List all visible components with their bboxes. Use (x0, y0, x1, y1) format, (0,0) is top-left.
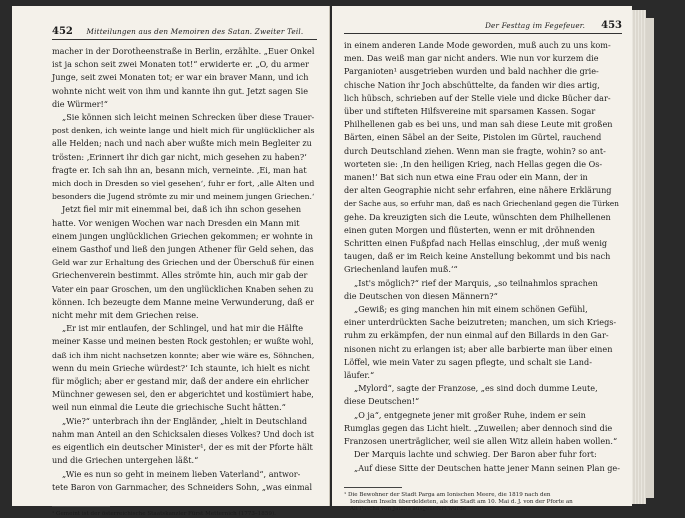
text-line: es eigentlich ein deutscher Minister¹, der es mit der Pforte hält (52, 442, 313, 453)
text-line: können. Ich bezeugte dem Manne meine Verwunderung, daß er (52, 296, 314, 307)
left-footnotes (52, 511, 317, 518)
text-line: Vater ein paar Groschen, um den unglücklichen Knaben sehen zu (52, 284, 314, 294)
text-line: manen!‘ Bat sich nun etwa eine Frau oder ein Mann, der in (344, 172, 588, 183)
text-line: Griechenverein bestimmt. Alles strömte hin, auch mir gab der (52, 270, 308, 281)
text-line: „Wie?“ unterbrach ihn der Engländer, „hielt in Deutschland (62, 415, 308, 426)
book-cover-edge (646, 18, 654, 498)
text-line: trösten: ‚Erinnert ihr dich gar nicht, mich gesehen zu haben?‘ (52, 151, 307, 162)
text-line: „Auf diese Sitte der Deutschen hatte jener Mann seinen Plan ge- (354, 462, 620, 473)
right-page (332, 6, 632, 513)
text-line: chische Nation ihr Joch abschüttelte, da fanden wir dies artig, (344, 79, 600, 90)
text-line: „Mylord“, sagte der Franzose, „es sind doch dumme Leute, (354, 383, 598, 394)
left-body-text (52, 45, 317, 494)
text-line: lich hübsch, schrieben auf der Stelle viele und dicke Bücher dar- (344, 92, 611, 103)
text-line: besonders die Jugend strömte zu mir und meinem jungen Griechen.‘ (52, 192, 315, 202)
right-footnote-rule (344, 487, 402, 488)
left-running-head (52, 26, 317, 40)
text-line: wenn du mein Grieche würdest?‘ Ich staunte, ich hielt es nicht (52, 362, 310, 373)
text-line: und die Griechen untergehen läßt.“ (52, 455, 199, 466)
text-line: Geld war zur Erhaltung des Griechen und der Überschuß für einen (52, 258, 315, 268)
text-line: Parganioten¹ ausgetrieben wurden und bald nachher die grie- (344, 66, 599, 77)
text-line: men. Das weiß man gar nicht anders. Wie nun vor kurzem die (344, 53, 599, 64)
footnote-line: Ali Pascha von Janina ausgeliefert wurde (350, 506, 467, 513)
text-line: fragte er. Ich sah ihn an, besann mich, verneinte. ‚Ei, man hat (52, 164, 307, 175)
text-line: Junge, seit zwei Monaten tot; er war ein braver Mann, und ich (52, 72, 309, 83)
text-line: „Gewiß; es ging manchen hin mit einem schönen Gefühl, (354, 304, 588, 315)
text-line: ist ja schon seit zwei Monaten tot!“ erwiderte er. „O, du armer (52, 59, 309, 70)
text-line: tete Baron von Garnmacher, des Schneiders Sohn, „was einmal (52, 481, 313, 492)
footnote-line: Ionischen Inseln überdeldeten, als die Stadt am 10. Mai d. J. von der Pforte an (350, 498, 573, 505)
left-footnote-rule (52, 506, 110, 507)
text-line: Franzosen unerträglicher, weil sie allen Witz allein haben wollen.“ (344, 436, 618, 447)
right-running-head (344, 20, 622, 34)
text-line: daß ich ihm nicht nachsetzen konnte; aber wie wäre es, Söhnchen, (52, 350, 315, 360)
text-line: der Sache aus, so erfuhr man, daß es nach Griechenland gegen die Türken (344, 199, 619, 209)
footnote-line: ¹ Die Bewohner der Stadt Parga am Ionischen Meere, die 1819 nach den (344, 491, 551, 498)
text-line: alle Helden; nach und nach aber wußte mich mein Begleiter zu (52, 138, 312, 149)
text-line: „Er ist mir entlaufen, der Schlingel, und hat mir die Hälfte (62, 323, 304, 334)
text-line: nicht mehr mit dem Griechen reise. (52, 310, 199, 321)
text-line: durch Deutschland ziehen. Wenn man sie fragte, wohin? so ant- (344, 145, 606, 156)
text-line: einem Gasthof und ließ den jungen Athener für Geld sehen, das (52, 244, 314, 255)
text-line: meiner Kasse und meinen besten Rock gestohlen; er wußte wohl, (52, 337, 314, 347)
text-line: weil nun einmal die Leute die griechische Sucht hätten.“ (52, 402, 286, 413)
text-line: in einem anderen Lande Mode geworden, muß auch zu uns kom- (344, 40, 611, 50)
left-running-title: Mitteilungen aus den Memoiren des Satan. Zweiter Teil. (86, 27, 304, 36)
right-page-number: 453 (601, 20, 622, 31)
text-line: der alten Geographie nicht sehr erfahren, eine nähere Erklärung (344, 185, 612, 196)
text-line: post denken, ich weinte lange und hielt mich für unglücklicher als (52, 126, 315, 136)
text-line: wohnte nicht weit von ihm und kannte ihn gut. Jetzt sagen Sie (52, 85, 308, 96)
text-line: über und stifteten Hilfsvereine mit sparsamen Kassen. Sogar (344, 106, 596, 117)
right-body-text (344, 39, 622, 475)
text-line: „Sie können sich leicht meinen Schrecken über diese Trauer- (62, 112, 315, 123)
right-footnotes (344, 492, 622, 514)
text-line: Bärten, einen Säbel an der Seite, Pistolen im Gürtel, rauchend (344, 132, 602, 143)
text-line: diese Deutschen!“ (344, 396, 420, 407)
text-line: macher in der Dorotheenstraße in Berlin, erzählte. „Euer Onkel (52, 46, 315, 56)
text-line: worteten sie: ‚In den heiligen Krieg, nach Hellas gegen die Os- (344, 158, 603, 169)
text-line: Der Marquis lachte und schwieg. Der Baron aber fuhr fort: (354, 449, 597, 460)
text-line: nahm man Anteil an den Schicksalen dieses Volkes? Und doch ist (52, 429, 314, 439)
text-line: Griechenland laufen muß.‘“ (344, 264, 458, 275)
left-page-number: 452 (52, 26, 73, 37)
right-running-title: Der Festtag im Fegefeuer. (485, 21, 586, 30)
text-line: Löffel, wie mein Vater zu sagen pflegte, und schalt sie Land- (344, 356, 592, 367)
text-line: die Deutschen von diesen Männern?“ (344, 290, 498, 301)
text-line: läufer.“ (344, 370, 375, 381)
text-line: hatte. Vor wenigen Wochen war nach Dresden ein Mann mit (52, 217, 300, 228)
text-line: „Ist's möglich?“ rief der Marquis, „so teilnahmlos sprachen (354, 277, 598, 288)
text-line: ruhm zu erkämpfen, der nun einmal auf den Billards in den Gar- (344, 330, 609, 341)
text-line: Philhellenen gab es bei uns, und man sah diese Leute mit großen (344, 119, 613, 130)
left-page (12, 6, 330, 517)
text-line: taugen, daß er im Reich keine Anstellung bekommt und bis nach (344, 251, 611, 262)
text-line: Jetzt fiel mir mit einemmal bei, daß ich ihn schon gesehen (62, 204, 302, 215)
text-line: Rumglas gegen das Licht hielt. „Zuweilen; aber dennoch sind die (344, 422, 613, 433)
text-line: einer unterdrückten Sache beizutreten; manchen, um sich Kriegs- (344, 317, 617, 328)
text-line: mich doch in Dresden so viel gesehen‘, fuhr er fort, ‚alle Alten und (52, 179, 315, 189)
text-line: Schritten einen Fußpfad nach Hellas einschlug, ‚der muß wenig (344, 238, 608, 249)
footnote-line: ¹ Gemeint ist der österreichische Staatskanzler Fürst Metternich (1773–1859). (52, 510, 276, 517)
text-line: Münchner gewesen sei, den er abgerichtet und kostümiert habe, (52, 390, 314, 400)
text-line: „O ja“, entgegnete jener mit großer Ruhe, indem er sein (354, 409, 586, 420)
text-line: „Wie es nun so geht in meinem lieben Vaterland“, antwor- (62, 468, 301, 479)
text-line: einem jungen unglücklichen Griechen gekommen; er wohnte in (52, 230, 313, 241)
text-line: für möglich; aber er gestand mir, daß der andere ein ehrlicher (52, 376, 309, 387)
text-line: nisonen nicht zu erlangen ist; aber alle barbierte man über einen (344, 343, 613, 354)
page-edges (632, 10, 646, 504)
text-line: einen guten Morgen und flüsterten, wenn er mit dröhnenden (344, 224, 596, 235)
text-line: die Würmer!“ (52, 98, 108, 109)
text-line: gehe. Da kreuzigten sich die Leute, wünschten dem Philhellenen (344, 211, 611, 222)
